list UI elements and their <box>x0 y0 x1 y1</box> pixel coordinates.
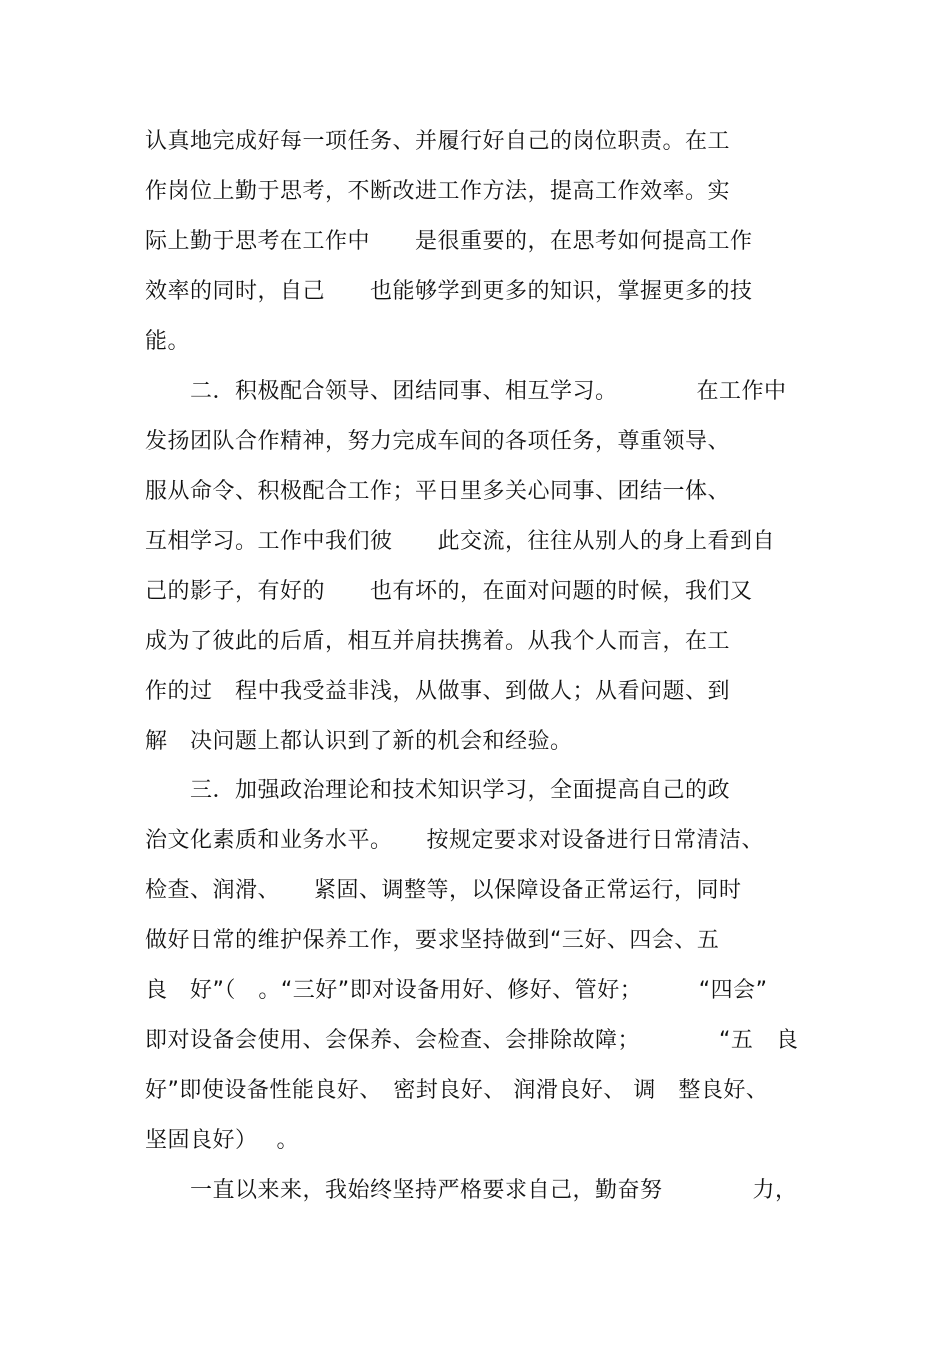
text-line: 解 决问题上都认识到了新的机会和经验。 <box>145 729 573 754</box>
text-line: 作的过 程中我受益非浅，从做事、到做人；从看问题、到 <box>145 679 731 704</box>
text-line: 认真地完成好每一项任务、并履行好自己的岗位职责。在工 <box>145 129 731 154</box>
text-line: 际上勤于思考在工作中 是很重要的，在思考如何提高工作 <box>145 229 753 254</box>
text-line: 即对设备会使用、会保养、会检查、会排除故障； “五 良 <box>145 1028 799 1053</box>
section-heading-2: 二．积极配合领导、团结同事、相互学习。 在工作中 <box>145 379 787 404</box>
text-line: 互相学习。工作中我们彼 此交流，往往从别人的身上看到自 <box>145 529 776 554</box>
section-heading-3: 三．加强政治理论和技术知识学习，全面提高自己的政 <box>145 778 731 803</box>
text-line: 坚固良好） 。 <box>145 1128 299 1153</box>
text-line: 服从命令、积极配合工作；平日里多关心同事、团结一体、 <box>145 479 731 504</box>
text-line: 发扬团队合作精神，努力完成车间的各项任务，尊重领导、 <box>145 429 731 454</box>
text-line: 能。 <box>145 329 191 354</box>
text-line: 一直以来来，我始终坚持严格要求自己，勤奋努 力， <box>145 1178 798 1203</box>
text-line: 己的影子，有好的 也有坏的，在面对问题的时候，我们又 <box>145 579 753 604</box>
text-line: 好”即使设备性能良好、 密封良好、 润滑良好、 调 整良好、 <box>145 1078 769 1103</box>
text-line: 治文化素质和业务水平。 按规定要求对设备进行日常清洁、 <box>145 828 765 853</box>
text-line: 做好日常的维护保养工作，要求坚持做到“三好、四会、五 <box>145 928 720 953</box>
text-line: 成为了彼此的后盾，相互并肩扶携着。从我个人而言，在工 <box>145 629 731 654</box>
text-line: 效率的同时，自己 也能够学到更多的知识，掌握更多的技 <box>145 279 753 304</box>
text-line: 检查、润滑、 紧固、调整等，以保障设备正常运行，同时 <box>145 878 742 903</box>
text-line: 良 好”（ 。“三好”即对设备用好、修好、管好； “四会” <box>145 978 768 1003</box>
text-line: 作岗位上勤于思考，不断改进工作方法，提高工作效率。实 <box>145 179 731 204</box>
